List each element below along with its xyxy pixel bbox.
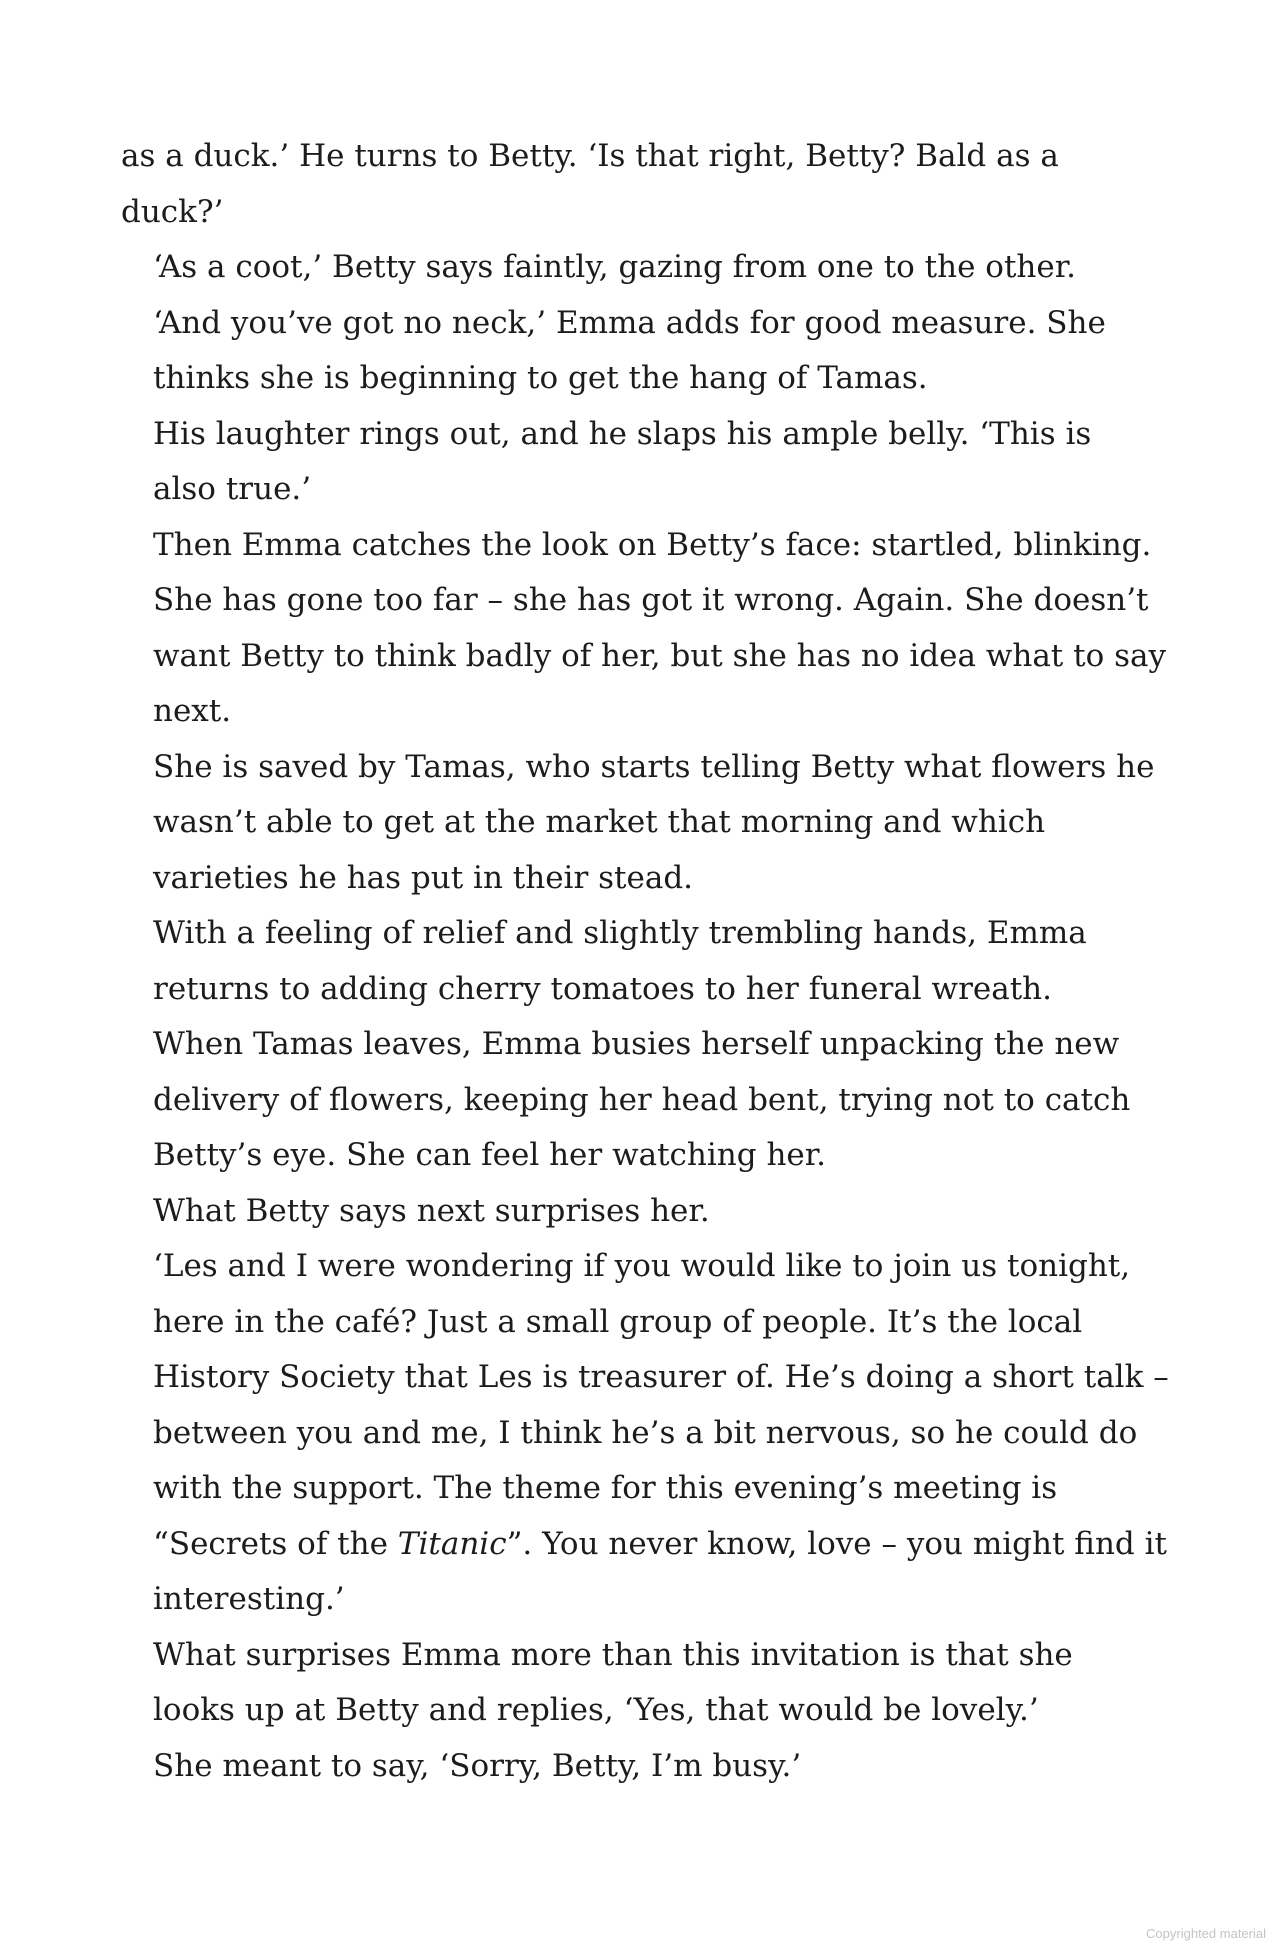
- text-line: ‘And you’ve got no neck,’ Emma adds for good measure. She: [153, 304, 1106, 341]
- text-line: delivery of flowers, keeping her head bent, trying not to catch: [153, 1081, 1131, 1118]
- text-line: ‘As a coot,’ Betty says faintly, gazing from one to the other.: [153, 249, 1077, 285]
- text-line: Then Emma catches the look on Betty’s face: startled, blinking.: [153, 526, 1152, 563]
- paragraph: [121, 1628, 1161, 1739]
- text-line: When Tamas leaves, Emma busies herself unpacking the new: [153, 1026, 1120, 1062]
- text-line: with the support. The theme for this evening’s meeting is: [153, 1470, 1058, 1506]
- paragraph: [121, 518, 1166, 740]
- text-line: “Secrets of the Titanic”. You never know, love – you might find it: [153, 1525, 1167, 1562]
- paragraph: [121, 906, 1161, 1017]
- text-line: History Society that Les is treasurer of. He’s doing a short talk –: [153, 1359, 1169, 1395]
- text-line: wasn’t able to get at the market that morning and which: [153, 804, 1046, 840]
- text-line: looks up at Betty and replies, ‘Yes, that would be lovely.’: [153, 1692, 1039, 1728]
- text-line: His laughter rings out, and he slaps his ample belly. ‘This is: [153, 415, 1092, 452]
- paragraph: [121, 1739, 1161, 1795]
- text-line: duck?’: [121, 193, 224, 230]
- text-line: next.: [153, 693, 232, 729]
- text-line: varieties he has put in their stead.: [153, 859, 694, 896]
- paragraph: [121, 1017, 1161, 1184]
- body-text: [121, 129, 1169, 1794]
- text-line: Betty’s eye. She can feel her watching her.: [153, 1137, 827, 1173]
- text-line: She meant to say, ‘Sorry, Betty, I’m busy.’: [153, 1747, 802, 1784]
- paragraph: [121, 240, 1161, 296]
- text-line: returns to adding cherry tomatoes to her funeral wreath.: [153, 970, 1052, 1007]
- text-line: thinks she is beginning to get the hang of Tamas.: [153, 360, 928, 396]
- text-line: also true.’: [153, 471, 312, 507]
- text-line: ‘Les and I were wondering if you would like to join us tonight,: [153, 1248, 1131, 1284]
- text-line: between you and me, I think he’s a bit nervous, so he could do: [153, 1414, 1138, 1451]
- paragraph: [121, 129, 1161, 240]
- text-line: want Betty to think badly of her, but she has no idea what to say: [153, 637, 1166, 674]
- text-line: interesting.’: [153, 1581, 345, 1617]
- text-line: She has gone too far – she has got it wrong. Again. She doesn’t: [153, 582, 1149, 618]
- text-line: here in the café? Just a small group of people. It’s the local: [153, 1303, 1083, 1340]
- text-line: What surprises Emma more than this invitation is that she: [153, 1636, 1073, 1673]
- paragraph: [121, 1184, 1161, 1240]
- text-line: With a feeling of relief and slightly trembling hands, Emma: [153, 915, 1087, 951]
- text-line: as a duck.’ He turns to Betty. ‘Is that right, Betty? Bald as a: [121, 138, 1059, 174]
- paragraph: [121, 296, 1161, 407]
- paragraph: [121, 1239, 1169, 1628]
- paragraph: [121, 407, 1161, 518]
- paragraph: [121, 740, 1161, 907]
- text-line: What Betty says next surprises her.: [153, 1192, 710, 1229]
- copyright-watermark: Copyrighted material: [1146, 1926, 1266, 1941]
- text-line: She is saved by Tamas, who starts telling Betty what flowers he: [153, 748, 1155, 785]
